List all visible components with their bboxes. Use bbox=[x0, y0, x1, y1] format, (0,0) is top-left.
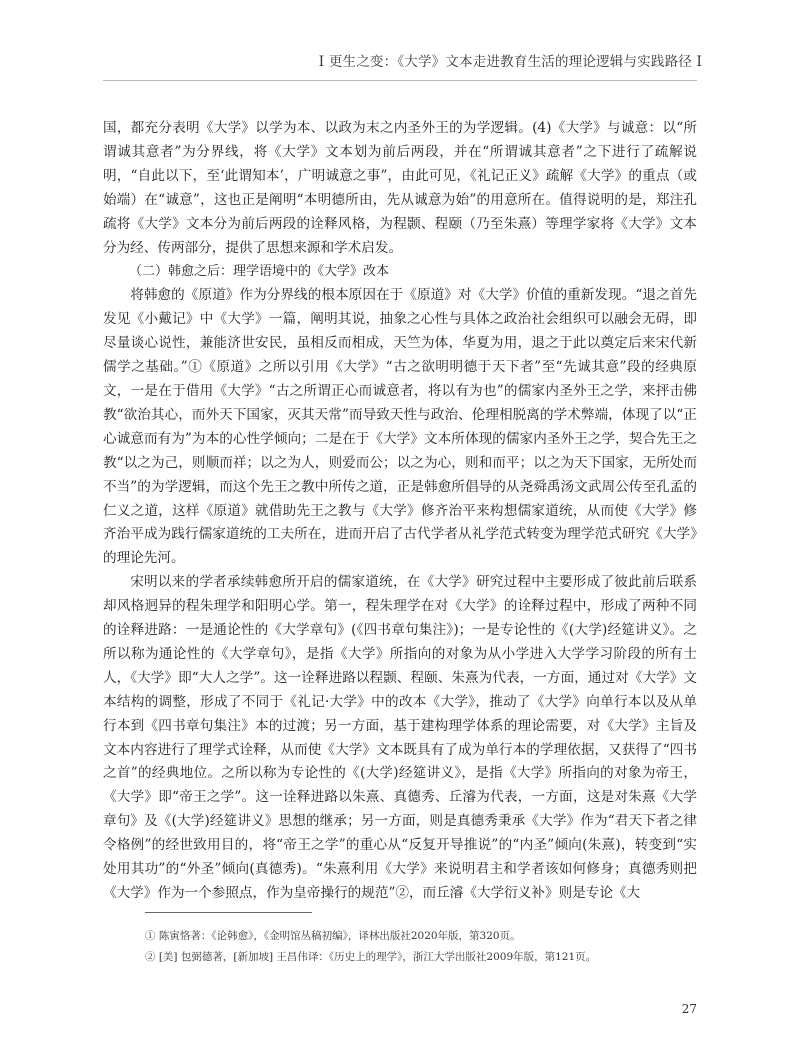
footnote-divider bbox=[145, 912, 312, 913]
footnotes bbox=[145, 926, 705, 968]
paragraph-1: 国，都充分表明《大学》以学为本、以政为末之内圣外王的为学逻辑。(4)《大学》与诚意：以“所谓诚其意者”为分界线，将《大学》文本划为前后两段，并在“所谓诚其意者”之下进行了疏解说明，“自此以下，至‘此谓知本’，广明诚意之事”，由此可见，《礼记正义》疏解《大学》的重点（或始端）在“诚意”，这也正是阐明“本明德所由，先从诚意为始”的用意所在。值得说明的是，郑注孔疏将《大学》文本分为前后两段的诠释风格，为程颢、程颐（乃至朱熹）等理学家将《大学》文本分为经、传两部分，提供了思想来源和学术启发。 bbox=[103, 120, 697, 256]
footnote-2: ② [美] 包弼德著，[新加坡] 王昌伟译：《历史上的理学》，浙江大学出版社2009年版，第121页。 bbox=[145, 951, 597, 963]
section-heading: （二）韩愈之后：理学语境中的《大学》改本 bbox=[129, 264, 390, 280]
header-divider bbox=[103, 80, 697, 81]
footnote-1: ① 陈寅恪著：《论韩愈》，《金明馆丛稿初编》，译林出版社2020年版，第320页。 bbox=[145, 930, 521, 942]
body-text bbox=[103, 117, 697, 906]
paragraph-3: 宋明以来的学者承续韩愈所开启的儒家道统，在《大学》研究过程中主要形成了彼此前后联系却风格迥异的程朱理学和阳明心学。第一，程朱理学在对《大学》的诠释过程中，形成了两种不同的诠释进路：一是通论性的《大学章句》(《四书章句集注》)；一是专论性的《(大学)经筵讲义》。之所以称为通论性的《大学章句》，是指《大学》所指向的对象为从小学进入大学学习阶段的所有士人，《大学》即“大人之学”。这一诠释进路以程颢、程颐、朱熹为代表，一方面，通过对《大学》文本结构的调整，形成了不同于《礼记·大学》中的改本《大学》，推动了《大学》向单行本以及从单行本到《四书章句集注》本的过渡；另一方面，基于建构理学体系的理论需要，对《大学》主旨及文本内容进行了理学式诠释，从而使《大学》文本既具有了成为单行本的学理依据，又获得了“四书之首”的经典地位。之所以称为专论性的《(大学)经筵讲义》，是指《大学》所指向的对象为帝王，《大学》即“帝王之学”。这一诠释进路以朱熹、真德秀、丘濬为代表，一方面，这是对朱熹《大学章句》及《(大学)经筵讲义》思想的继承；另一方面，则是真德秀秉承《大学》作为“君天下者之律令格例”的经世致用目的，将“帝王之学”的重心从“反复开导推说”的“内圣”倾向(朱熹)，转变到“实处用其功”的“外圣”倾向(真德秀)。“朱熹利用《大学》来说明君主和学者该如何修身；真德秀则把《大学》作为一个参照点，作为皇帝操行的规范”②，而丘濬《大学衍义补》则是专论《大 bbox=[103, 574, 697, 901]
paragraph-2: 将韩愈的《原道》作为分界线的根本原因在于《原道》对《大学》价值的重新发现。“退之首先发见《小戴记》中《大学》一篇，阐明其说，抽象之心性与具体之政治社会组织可以融会无碍，即尽量谈心说性，兼能济世安民，虽相反而相成，天竺为体，华夏为用，退之于此以奠定后来宋代新儒学之基础。”①《原道》之所以引用《大学》“古之欲明明德于天下者”至“先诚其意”段的经典原文，一是在于借用《大学》“古之所谓正心而诚意者，将以有为也”的儒家内圣外王之学，来抨击佛教“欲治其心，而外天下国家，灭其天常”而导致天性与政治、伦理相脱离的学术弊端，体现了以“正心诚意而有为”为本的心性学倾向；二是在于《大学》文本所体现的儒家内圣外王之学，契合先王之教“以之为己，则顺而祥；以之为人，则爱而公；以之为心，则和而平；以之为天下国家，无所处而不当”的为学逻辑，而这个先王之教中所传之道，正是韩愈所倡导的从尧舜禹汤文武周公传至孔孟的仁义之道，这样《原道》就借助先王之教与《大学》修齐治平来构想儒家道统，从而使《大学》修齐治平成为践行儒家道统的工夫所在，进而开启了古代学者从礼学范式转变为理学范式研究《大学》的理论先河。 bbox=[103, 287, 697, 567]
page-number: 27 bbox=[681, 1002, 697, 1016]
running-header: Ⅰ 更生之变：《大学》文本走进教育生活的理论逻辑与实践路径 Ⅰ bbox=[318, 54, 702, 70]
